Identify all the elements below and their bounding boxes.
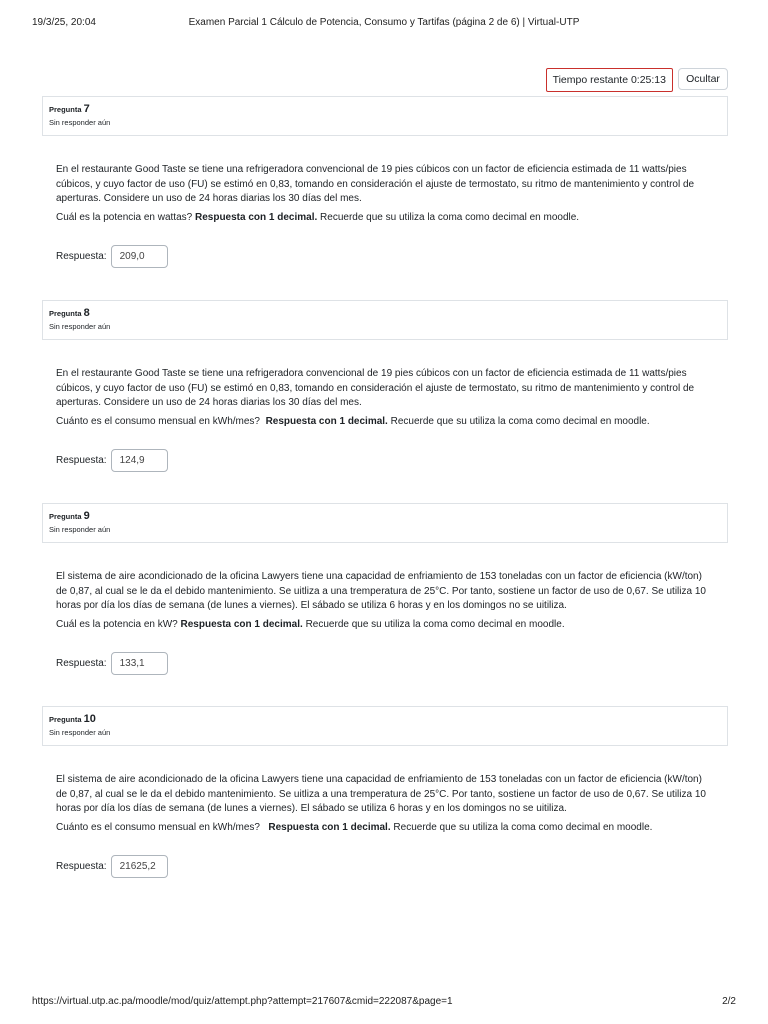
question-state: Sin responder aún <box>49 322 111 331</box>
question-info <box>42 503 728 543</box>
answer-input[interactable] <box>111 245 168 268</box>
question-number: Pregunta 7 <box>49 103 90 115</box>
question-statement: En el restaurante Good Taste se tiene una refrigeradora convencional de 19 pies cúbicos con un factor de eficiencia estimada de 11 watts/pies cúbicos, y cuyo factor de uso (FU) se estimó en 0,83, tomando en consideración el ajuste de termostato, su ritmo de mantenimiento y control de aperturas. Considere un uso de 24 horas diarias los 30 días del mes. <box>56 164 695 204</box>
answer-label: Respuesta: <box>56 658 107 669</box>
question-statement: El sistema de aire acondicionado de la oficina Lawyers tiene una capacidad de enfriamiento de 153 toneladas con un factor de eficiencia (kW/ton) de 0,87, al cual se le da el debido mantenimiento. Se uitliza a una tremperatura de 25°C. Por tanto, sostiene un factor de uso de 0,67. Se utiliza 10 horas por día los días de semana (de lunes a viernes). El sábado se utiliza 6 horas y en los domingos no se uitiliza. <box>56 571 706 611</box>
print-date: 19/3/25, 20:04 <box>32 17 96 28</box>
answer-input[interactable] <box>111 652 168 675</box>
time-remaining: Tiempo restante 0:25:13 <box>546 68 673 92</box>
question-number: Pregunta 8 <box>49 307 90 319</box>
answer-row <box>56 245 728 268</box>
question-state: Sin responder aún <box>49 728 111 737</box>
question-number: Pregunta 9 <box>49 510 90 522</box>
question-10 <box>42 706 728 878</box>
answer-row <box>56 449 728 472</box>
answer-label: Respuesta: <box>56 455 107 466</box>
question-info <box>42 96 728 136</box>
question-9 <box>42 503 728 675</box>
question-number: Pregunta 10 <box>49 713 96 725</box>
answer-label: Respuesta: <box>56 251 107 262</box>
question-prompt: Cuál es la potencia en wattas? Respuesta con 1 decimal. Recuerde que su utiliza la coma como decimal en moodle. <box>56 211 580 223</box>
hide-timer-button[interactable]: Ocultar <box>678 68 728 90</box>
question-text <box>56 163 712 225</box>
answer-row <box>56 855 728 878</box>
question-prompt: Cuánto es el consumo mensual en kWh/mes? Respuesta con 1 decimal. Recuerde que su utiliza la coma como decimal en moodle. <box>56 415 650 427</box>
print-footer <box>32 996 736 1010</box>
question-state: Sin responder aún <box>49 118 111 127</box>
answer-label: Respuesta: <box>56 861 107 872</box>
question-info <box>42 300 728 340</box>
question-info <box>42 706 728 746</box>
answer-input[interactable] <box>111 855 168 878</box>
print-page-count: 2/2 <box>722 996 736 1007</box>
print-header <box>32 17 736 31</box>
question-8 <box>42 300 728 472</box>
answer-row <box>56 652 728 675</box>
question-text <box>56 570 712 632</box>
question-state: Sin responder aún <box>49 525 111 534</box>
question-prompt: Cuál es la potencia en kW? Respuesta con 1 decimal. Recuerde que su utiliza la coma como decimal en moodle. <box>56 618 565 630</box>
question-text <box>56 773 712 835</box>
answer-input[interactable] <box>111 449 168 472</box>
question-7 <box>42 96 728 268</box>
question-statement: En el restaurante Good Taste se tiene una refrigeradora convencional de 19 pies cúbicos con un factor de eficiencia estimada de 11 watts/pies cúbicos, y cuyo factor de uso (FU) se estimó en 0,83, tomando en consideración el ajuste de termostato, su ritmo de mantenimiento y control de aperturas. Considere un uso de 24 horas diarias los 30 días del mes. <box>56 368 695 408</box>
print-url: https://virtual.utp.ac.pa/moodle/mod/quiz/attempt.php?attempt=217607&cmid=222087&page=1 <box>32 996 453 1007</box>
question-statement: El sistema de aire acondicionado de la oficina Lawyers tiene una capacidad de enfriamiento de 153 toneladas con un factor de eficiencia (kW/ton) de 0,87, al cual se le da el debido mantenimiento. Se uitliza a una tremperatura de 25°C. Por tanto, sostiene un factor de uso de 0,67. Se utiliza 10 horas por día los días de semana (de lunes a viernes). El sábado se utiliza 6 horas y en los domingos no se uitiliza. <box>56 774 706 814</box>
print-page-title: Examen Parcial 1 Cálculo de Potencia, Consumo y Tartifas (página 2 de 6) | Virtual-UTP <box>188 17 580 28</box>
question-text <box>56 367 712 429</box>
question-prompt: Cuánto es el consumo mensual en kWh/mes? Respuesta con 1 decimal. Recuerde que su utiliza la coma como decimal en moodle. <box>56 821 653 833</box>
